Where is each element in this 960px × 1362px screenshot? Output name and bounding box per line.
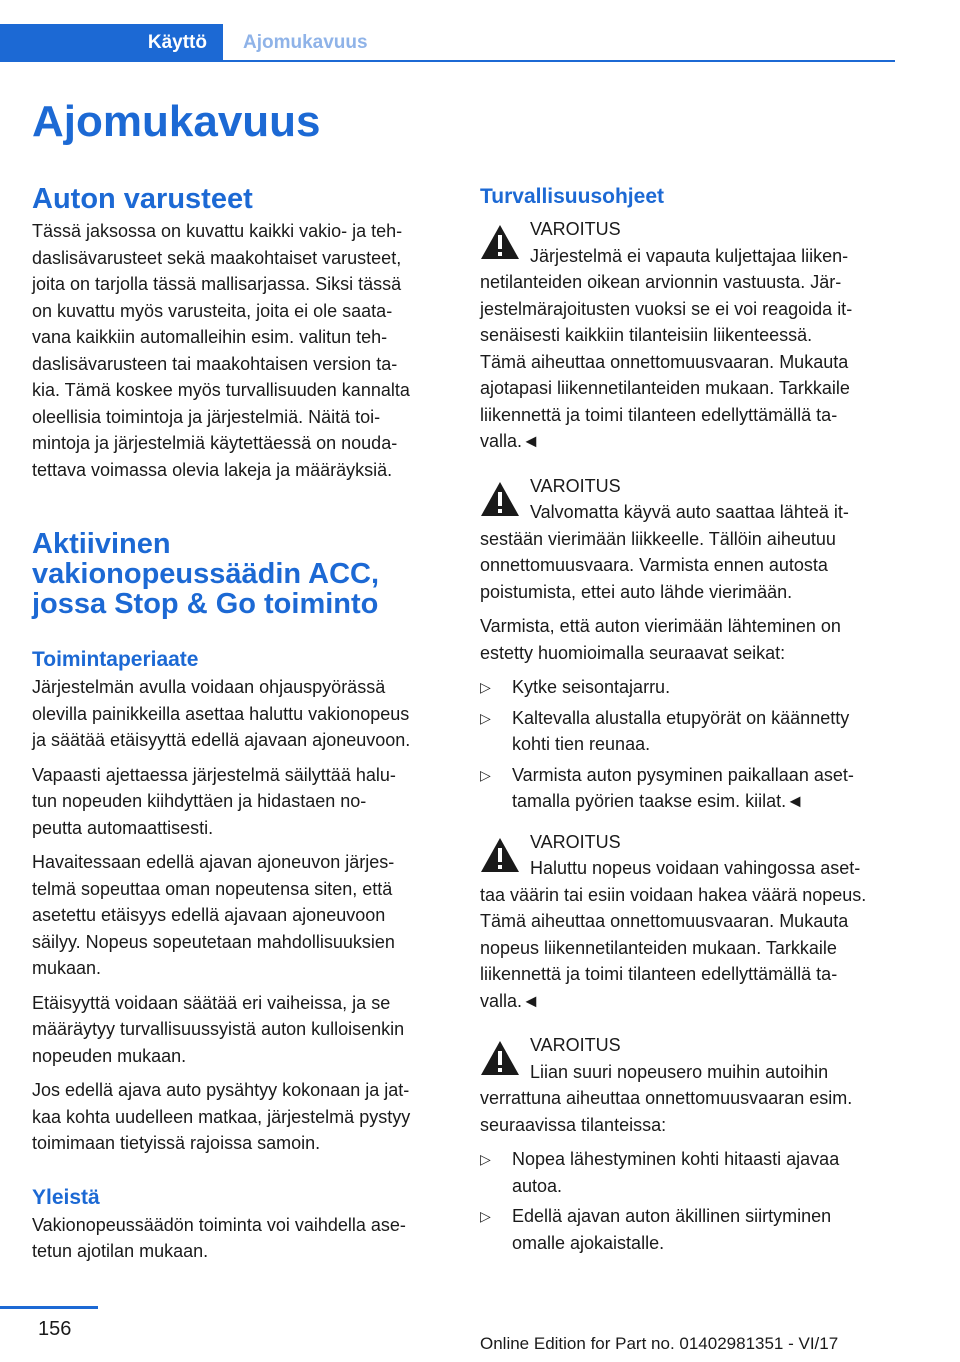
- text-line: Varmista, että auton vierimään lähteminen on: [480, 616, 841, 636]
- text-line: toimimaan tietyissä rajoissa samoin.: [32, 1133, 321, 1153]
- warning-triangle-icon: [480, 224, 520, 260]
- warning-last-line: valla.◄: [480, 431, 540, 451]
- text-line: tamalla pyörien taakse esim. kiilat.: [512, 791, 787, 811]
- text-line: Jos edellä ajava auto pysähtyy kokonaan ja jat‐: [32, 1080, 410, 1100]
- text-line: mintoja ja järjestelmiä käytettäessä on nouda‐: [32, 433, 398, 453]
- text-line: tettava voimassa olevia lakeja ja määräyksiä.: [32, 459, 393, 480]
- paragraph-toimintaperiaate-3: [32, 849, 452, 982]
- text-line: taa väärin tai esiin voidaan hakea väärä nopeus.: [480, 884, 867, 905]
- text-line: ja säätää etäisyyttä edellä ajavaan ajoneuvoon.: [32, 730, 411, 750]
- bullet-triangle-icon: ▷: [480, 1208, 491, 1224]
- warning-1: [480, 216, 898, 455]
- text-line: Järjestelmän avulla voidaan ohjauspyörässä: [32, 677, 386, 697]
- end-mark: ◄: [522, 431, 540, 451]
- warning-title: VAROITUS: [530, 475, 621, 496]
- text-line: tun nopeuden kiihdyttäen ja hidastaen no‐: [32, 791, 367, 811]
- heading-toimintaperiaate: Toimintaperiaate: [32, 648, 199, 671]
- footer-rule: [0, 1306, 98, 1309]
- text-line: netilanteiden oikean arvionnin vastuusta. Jär‐: [480, 272, 842, 292]
- text-line: omalle ajokaistalle.: [512, 1232, 665, 1253]
- text-line: daslisävarusteet sekä maakohtaiset varusteet,: [32, 247, 402, 268]
- heading-turvallisuusohjeet: Turvallisuusohjeet: [480, 185, 664, 208]
- text-line: onnettomuusvaara. Varmista ennen autosta: [480, 555, 828, 575]
- text-line: olevilla painikkeilla asettaa haluttu vakionopeus: [32, 703, 410, 724]
- warning-3: [480, 829, 898, 1015]
- end-mark: ◄: [786, 791, 804, 811]
- warning-paragraph: [480, 613, 898, 666]
- text-line: Tämä aiheuttaa onnettomuusvaaran. Mukauta: [480, 911, 849, 931]
- bullet-triangle-icon: ▷: [480, 766, 491, 783]
- bullet-list: [480, 674, 898, 815]
- text-line: Tämä aiheuttaa onnettomuusvaaran. Mukauta: [480, 351, 849, 372]
- heading-yleista: Yleistä: [32, 1185, 100, 1209]
- warning-4: [480, 1032, 898, 1256]
- text-line: kohti tien reunaa.: [512, 734, 651, 754]
- text-line: liikennettä ja toimi tilanteen edellyttämällä ta‐: [480, 964, 838, 984]
- page-title: Ajomukavuus: [32, 97, 321, 146]
- warning-title: VAROITUS: [530, 219, 621, 239]
- left-column: [32, 184, 452, 1265]
- warning-triangle-icon: [480, 1040, 520, 1076]
- paragraph-yleista: [32, 1212, 452, 1265]
- text-line: on kuvattu myös varusteita, joita ei ole saata‐: [32, 300, 393, 321]
- warning-triangle-icon: [480, 837, 520, 873]
- text-line: oleellisia toimintoja ja järjestelmiä. Näitä toi‐: [32, 406, 381, 427]
- bullet-triangle-icon: ▷: [480, 679, 491, 695]
- text-line: Aktiivinen: [32, 528, 171, 560]
- warning-2: [480, 473, 898, 815]
- text-line: kia. Tämä koskee myös turvallisuuden kannalta: [32, 380, 410, 400]
- end-mark: ◄: [522, 990, 540, 1011]
- paragraph-auton-varusteet: [32, 218, 452, 483]
- section-tab: Käyttö: [0, 24, 223, 62]
- text-line: määräytyy turvallisuussyistä auton kulloisenkin: [32, 1019, 405, 1039]
- warning-body: [480, 882, 898, 988]
- warning-triangle-icon: [480, 481, 520, 517]
- text-line: nopeuden mukaan.: [32, 1045, 187, 1066]
- bullet-triangle-icon: ▷: [480, 709, 491, 726]
- bullet-triangle-icon: ▷: [480, 1151, 491, 1167]
- paragraph-toimintaperiaate-5: [32, 1077, 452, 1157]
- bullet-list: [480, 1146, 898, 1256]
- warning-first-line: Valvomatta käyvä auto saattaa lähteä it‐: [530, 502, 849, 522]
- edition-note: Online Edition for Part no. 01402981351 - VI/17: [480, 1334, 839, 1353]
- text-line: mukaan.: [32, 958, 102, 978]
- text-line: joita on tarjolla tässä mallisarjassa. Siksi tässä: [32, 274, 402, 294]
- text-line: Edellä ajavan auton äkillinen siirtyminen: [512, 1206, 832, 1226]
- page-header: [0, 24, 895, 62]
- warning-body: [480, 1085, 898, 1138]
- text-line: Kytke seisontajarru.: [512, 677, 671, 697]
- text-line: Vapaasti ajettaessa järjestelmä säilyttää halu‐: [32, 764, 396, 785]
- warning-title: VAROITUS: [530, 1035, 621, 1055]
- text-line: telmä sopeuttaa oman nopeutensa siten, että: [32, 878, 393, 899]
- warning-last-line: valla.◄: [480, 990, 540, 1011]
- text-line: autoa.: [512, 1175, 563, 1196]
- text-line: vakionopeussäädin ACC,: [32, 558, 380, 590]
- list-item: [480, 1146, 898, 1199]
- text-line: senäisesti kaikkiin tilanteisiin liikenteessä.: [480, 325, 813, 345]
- right-column: [480, 184, 898, 1260]
- text-line: ajotapasi liikennetilanteiden mukaan. Tarkkaile: [480, 378, 850, 398]
- list-item: [480, 674, 898, 701]
- heading-auton-varusteet: Auton varusteet: [32, 183, 253, 215]
- text-line: asetettu etäisyys edellä ajavaan ajoneuvoon: [32, 905, 386, 925]
- text-line: estetty huomioimalla seuraavat seikat:: [480, 642, 786, 663]
- warning-body: [480, 526, 898, 606]
- text-line: liikennettä ja toimi tilanteen edellyttämällä ta‐: [480, 404, 838, 425]
- text-line: jossa Stop & Go toiminto: [32, 588, 379, 620]
- text-line: seuraavissa tilanteissa:: [480, 1114, 667, 1135]
- subsection-tab: Ajomukavuus: [243, 32, 368, 53]
- list-item: [480, 1203, 898, 1256]
- warning-first-line: Liian suuri nopeusero muihin autoihin: [530, 1061, 829, 1082]
- text-line: Kaltevalla alustalla etupyörät on käännetty: [512, 707, 850, 728]
- list-item: [480, 762, 898, 815]
- text-line: Havaitessaan edellä ajavan ajoneuvon järjes‐: [32, 852, 395, 872]
- text-line: Tässä jaksossa on kuvattu kaikki vakio- ja teh‐: [32, 221, 403, 241]
- text-line: vana kaikkiin automalleihin esim. valitun teh‐: [32, 327, 388, 347]
- text-line: nopeus liikennetilanteiden mukaan. Tarkkaile: [480, 937, 837, 958]
- text-line: peutta automaattisesti.: [32, 817, 214, 838]
- text-line: Varmista auton pysyminen paikallaan aset‐: [512, 764, 854, 785]
- header-rule: [223, 60, 895, 62]
- text-line: säilyy. Nopeus sopeutetaan mahdollisuuksien: [32, 931, 395, 952]
- heading-acc: [32, 529, 452, 619]
- text-line: tetun ajotilan mukaan.: [32, 1241, 209, 1261]
- paragraph-toimintaperiaate-2: [32, 762, 452, 842]
- text-line: kaa kohta uudelleen matkaa, järjestelmä pystyy: [32, 1106, 411, 1127]
- paragraph-toimintaperiaate-4: [32, 990, 452, 1070]
- warning-title: VAROITUS: [530, 831, 621, 852]
- warning-body: [480, 269, 898, 428]
- text-line: verrattuna aiheuttaa onnettomuusvaaran esim.: [480, 1088, 853, 1108]
- text-line: daslisävarusteen tai maakohtaisen version ta‐: [32, 353, 398, 374]
- text-line: poistumista, ettei auto lähde vierimään.: [480, 581, 793, 602]
- paragraph-toimintaperiaate-1: [32, 674, 452, 754]
- text-line: Etäisyyttä voidaan säätää eri vaiheissa, ja se: [32, 992, 391, 1013]
- warning-first-line: Haluttu nopeus voidaan vahingossa aset‐: [530, 858, 861, 878]
- warning-first-line: Järjestelmä ei vapauta kuljettajaa liiken‐: [530, 245, 849, 266]
- page-number: 156: [38, 1318, 72, 1340]
- list-item: [480, 705, 898, 758]
- text-line: Nopea lähestyminen kohti hitaasti ajavaa: [512, 1149, 840, 1169]
- text-line: sestään vierimään liikkeelle. Tällöin aiheutuu: [480, 528, 836, 549]
- text-line: jestelmärajoitusten vuoksi se ei voi reagoida it‐: [480, 298, 853, 319]
- text-line: Vakionopeussäädön toiminta voi vaihdella ase‐: [32, 1214, 406, 1235]
